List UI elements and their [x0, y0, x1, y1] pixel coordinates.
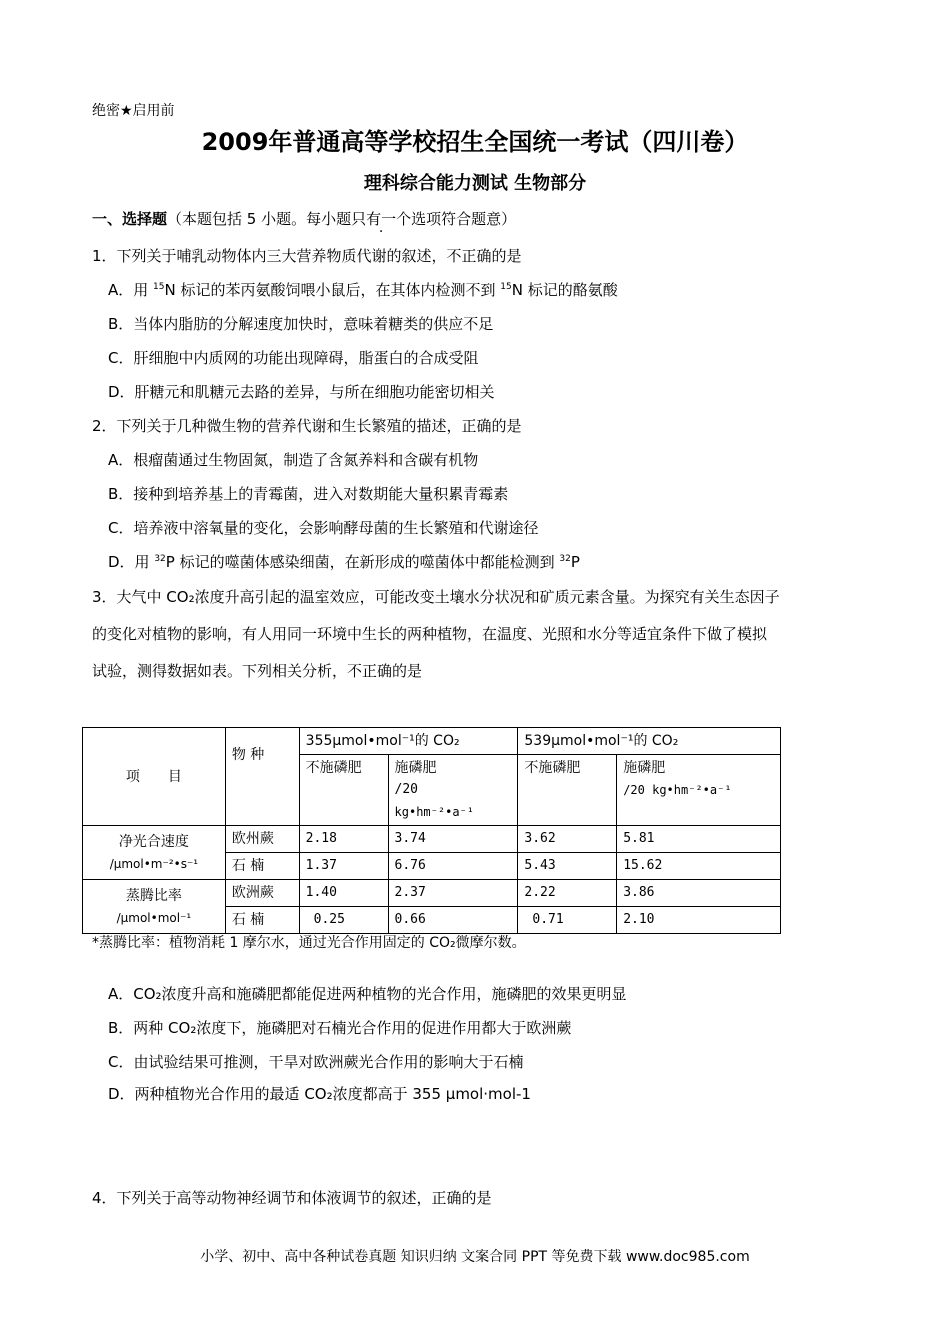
header-phosphate-355-line2: /20 — [394, 782, 418, 797]
q1-a-mid: N 标记的苯丙氨酸饲喂小鼠后，在其体内检测不到 — [164, 281, 501, 299]
q1-option-a — [108, 280, 618, 300]
q3-option-a: A．CO₂浓度升高和施磷肥都能促进两种植物的光合作用，施磷肥的效果更明显 — [108, 985, 627, 1003]
classification-tag: 绝密★启用前 — [92, 103, 175, 119]
q1-a-sup1: 15 — [153, 282, 165, 292]
row-label-transpiration-unit: /μmol•mol⁻¹ — [116, 910, 192, 925]
species-cell: 欧州蕨 — [225, 826, 299, 853]
species-cell: 石 楠 — [225, 907, 299, 934]
table-row — [83, 880, 781, 907]
header-phosphate-355 — [388, 755, 518, 826]
value-cell: 3.62 — [518, 826, 617, 853]
q2-option-c: C．培养液中溶氧量的变化，会影响酵母菌的生长繁殖和代谢途径 — [108, 519, 539, 537]
value-cell: 2.18 — [299, 826, 388, 853]
q2-stem: 2．下列关于几种微生物的营养代谢和生长繁殖的描述，正确的是 — [92, 417, 522, 435]
section-heading — [92, 208, 516, 229]
q3-line1: 3．大气中 CO₂浓度升高引起的温室效应，可能改变土壤水分状况和矿质元素含量。为探究有关生态因子 — [92, 588, 780, 606]
q1-stem: 1．下列关于哺乳动物体内三大营养物质代谢的叙述，不正确的是 — [92, 247, 522, 265]
value-cell: 5.81 — [617, 826, 781, 853]
header-no-phosphate-355: 不施磷肥 — [299, 755, 388, 826]
row-label-net-photosynthesis — [83, 826, 226, 880]
value-cell: 1.40 — [299, 880, 388, 907]
header-co2-355: 355μmol•mol⁻¹的 CO₂ — [299, 728, 518, 755]
section-desc-prefix: （本题包括 5 小题。每小题 — [167, 210, 352, 228]
species-cell: 欧洲蕨 — [225, 880, 299, 907]
value-cell: 0.66 — [388, 907, 518, 934]
row-label-net-photosynthesis-name: 净光合速度 — [118, 833, 189, 850]
value-cell: 2.37 — [388, 880, 518, 907]
page-footer: 小学、初中、高中各种试卷真题 知识归纳 文案合同 PPT 等免费下载 www.doc985.com — [200, 1249, 750, 1265]
q2-option-a: A．根瘤菌通过生物固氮，制造了含氮养料和含碳有机物 — [108, 451, 479, 469]
q1-a-sup2: 15 — [500, 282, 512, 292]
q1-option-d: D．肝糖元和肌糖元去路的差异，与所在细胞功能密切相关 — [108, 383, 495, 401]
row-label-net-photosynthesis-unit: /μmol•m⁻²•s⁻¹ — [109, 856, 199, 871]
value-cell: 2.10 — [617, 907, 781, 934]
table-header-row — [83, 728, 781, 755]
header-phosphate-355-line1: 施磷肥 — [394, 760, 437, 776]
value-cell: 0.71 — [518, 907, 617, 934]
row-label-transpiration-name: 蒸腾比率 — [125, 887, 182, 904]
q2-d-pre: D．用 — [108, 553, 155, 571]
page-title: 2009年普通高等学校招生全国统一考试（四川卷） — [201, 128, 749, 156]
row-label-transpiration — [83, 880, 226, 934]
q3-option-d: D．两种植物光合作用的最适 CO₂浓度都高于 355 μmol·mol-1 — [108, 1085, 531, 1103]
q2-option-d — [108, 552, 580, 572]
header-phosphate-355-line3: kg•hm⁻²•a⁻¹ — [394, 805, 474, 819]
q2-d-sup2: 32 — [559, 554, 571, 564]
value-cell: 3.74 — [388, 826, 518, 853]
q2-option-b: B．接种到培养基上的青霉菌，进入对数期能大量积累青霉素 — [108, 485, 509, 503]
value-cell: 3.86 — [617, 880, 781, 907]
q1-option-c: C．肝细胞中内质网的功能出现障碍，脂蛋白的合成受阻 — [108, 349, 479, 367]
species-cell: 石 楠 — [225, 853, 299, 880]
section-desc-suffix: 选项符合题意） — [411, 210, 517, 228]
table-row — [83, 826, 781, 853]
value-cell: 5.43 — [518, 853, 617, 880]
q1-a-pre: A．用 — [108, 281, 154, 299]
section-label: 一、选择题 — [92, 210, 168, 228]
q3-line3: 试验，测得数据如表。下列相关分析，不正确的是 — [92, 662, 423, 680]
table-footnote: *蒸腾比率：植物消耗 1 摩尔水，通过光合作用固定的 CO₂微摩尔数。 — [92, 935, 526, 951]
section-desc-emphasis: 只有一个 — [351, 210, 412, 228]
q2-d-mid: P 标记的噬菌体感染细菌，在新形成的噬菌体中都能检测到 — [165, 553, 560, 571]
header-phosphate-539-line2: /20 kg•hm⁻²•a⁻¹ — [623, 783, 732, 797]
value-cell: 6.76 — [388, 853, 518, 880]
q4-stem: 4．下列关于高等动物神经调节和体液调节的叙述，正确的是 — [92, 1189, 492, 1207]
q3-option-c: C．由试验结果可推测，干旱对欧洲蕨光合作用的影响大于石楠 — [108, 1053, 524, 1071]
q3-option-b: B．两种 CO₂浓度下，施磷肥对石楠光合作用的促进作用都大于欧洲蕨 — [108, 1019, 572, 1037]
q1-option-b: B．当体内脂肪的分解速度加快时，意味着糖类的供应不足 — [108, 315, 494, 333]
header-species: 物 种 — [225, 728, 299, 826]
q2-d-post: P — [570, 553, 580, 571]
header-no-phosphate-539: 不施磷肥 — [518, 755, 617, 826]
q1-a-post: N 标记的酪氨酸 — [511, 281, 618, 299]
data-table — [82, 727, 781, 934]
page-subtitle: 理科综合能力测试 生物部分 — [363, 173, 587, 194]
value-cell: 1.37 — [299, 853, 388, 880]
value-cell: 0.25 — [299, 907, 388, 934]
q2-d-sup1: 32 — [154, 554, 166, 564]
q3-line2: 的变化对植物的影响，有人用同一环境中生长的两种植物，在温度、光照和水分等适宜条件下做了模拟 — [92, 625, 768, 643]
header-phosphate-539-line1: 施磷肥 — [623, 760, 666, 776]
header-co2-539: 539μmol•mol⁻¹的 CO₂ — [518, 728, 781, 755]
header-item: 项 目 — [83, 728, 226, 826]
value-cell: 2.22 — [518, 880, 617, 907]
value-cell: 15.62 — [617, 853, 781, 880]
header-phosphate-539 — [617, 755, 781, 826]
